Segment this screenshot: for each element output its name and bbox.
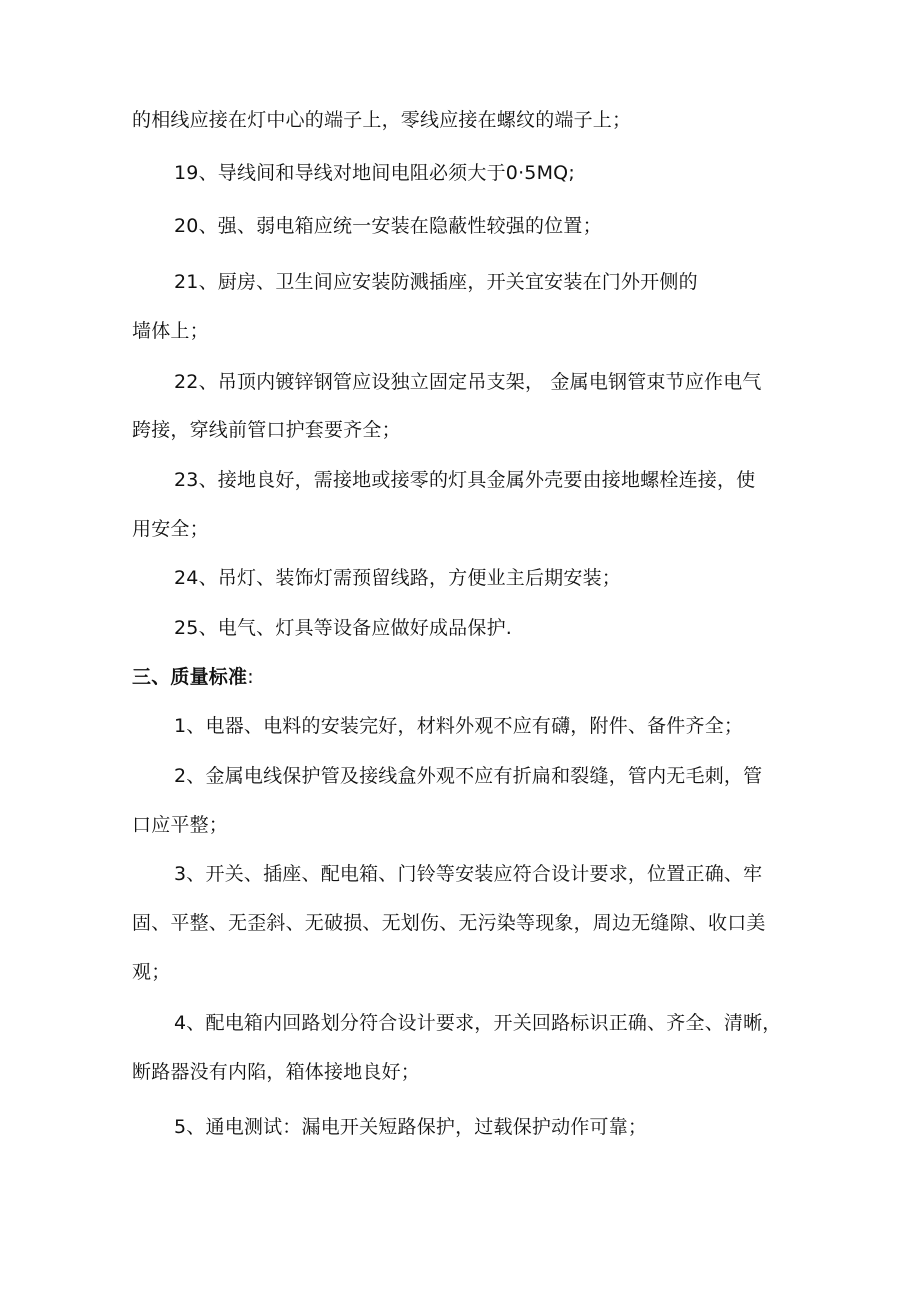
item-23: 23、接地良好，需接地或接零的灯具金属外壳要由接地螺栓连接，使 — [174, 469, 756, 491]
item-25: 25、电气、灯具等设备应做好成品保护. — [174, 617, 513, 639]
standard-item-4-cont: 断路器没有内陷，箱体接地良好； — [132, 1061, 421, 1083]
standard-item-3-cont: 固、平整、无歪斜、无破损、无划伤、无污染等现象，周边无缝隙、收口美 — [132, 912, 766, 934]
section-heading-colon: : — [247, 666, 254, 688]
item-21: 21、厨房、卫生间应安装防溅插座，开关宜安装在门外开侧的 — [174, 271, 698, 293]
standard-item-2: 2、金属电线保护管及接线盒外观不应有折扁和裂缝，管内无毛刺，管 — [174, 765, 763, 787]
section-heading-text: 三、质量标准 — [132, 666, 248, 688]
item-22-cont: 跨接，穿线前管口护套要齐全； — [132, 419, 401, 441]
standard-item-3-cont2: 观； — [132, 961, 171, 983]
item-20: 20、强、弱电箱应统一安装在隐蔽性较强的位置； — [174, 215, 602, 237]
item-19: 19、导线间和导线对地间电阻必须大于0·5MQ; — [174, 162, 575, 184]
item-22: 22、吊顶内镀锌钢管应设独立固定吊支架， 金属电钢管束节应作电气 — [174, 371, 762, 393]
standard-item-4: 4、配电箱内回路划分符合设计要求，开关回路标识正确、齐全、清晰， — [174, 1012, 782, 1034]
standard-item-5: 5、通电测试：漏电开关短路保护，过载保护动作可靠； — [174, 1116, 648, 1138]
section-heading — [132, 665, 254, 689]
item-23-cont: 用安全； — [132, 518, 209, 540]
standard-item-3: 3、开关、插座、配电箱、门铃等安装应符合设计要求，位置正确、牢 — [174, 863, 763, 885]
standard-item-1: 1、电器、电料的安装完好，材料外观不应有礴，附件、备件齐全； — [174, 715, 744, 737]
standard-item-2-cont: 口应平整； — [132, 814, 229, 836]
item-24: 24、吊灯、装饰灯需预留线路，方便业主后期安装； — [174, 567, 621, 589]
item-21-cont: 墙体上； — [132, 320, 209, 342]
continuation-line: 的相线应接在灯中心的端子上，零线应接在螺纹的端子上； — [132, 109, 632, 131]
